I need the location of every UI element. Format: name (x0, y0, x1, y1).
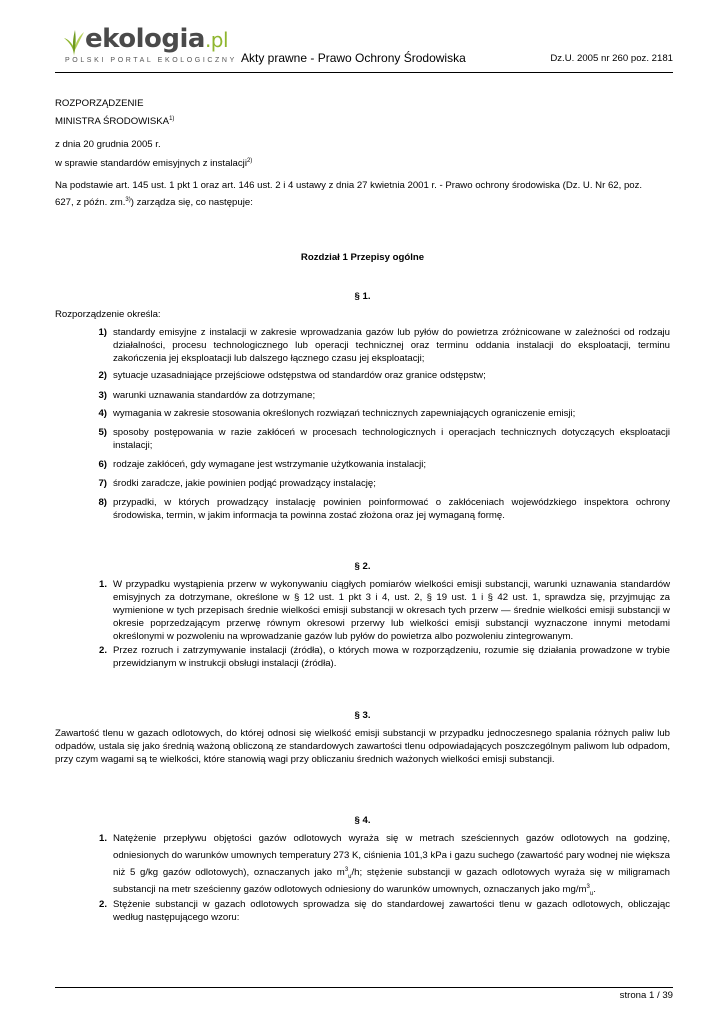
section-3-text: Zawartość tlenu w gazach odlotowych, do której odnosi się wielkość emisji substancji w przypadku jednoczesnego spalania różnych paliw lub odpadów, ustala się jako średnią ważoną obliczoną ze standardowych zawartości tlenu odpowiadających poszczególnym paliwom lub odpadom, przy czym wagami są te wielkości, które stanowią wagi przy obliczaniu średnich ważonych wielkości emisji substancji. (55, 728, 670, 765)
item-text: przypadki, w których prowadzący instalację powinien poinformować o zakłóceniach wojewódzkiego inspektora ochrony środowiska, termin, w jakim informacja ta powinna zostać złożona oraz jej wymaganą formę. (113, 497, 670, 521)
section-2-heading: § 2. (354, 561, 371, 572)
item-text: Stężenie substancji w gazach odlotowych sprowadza się do standardowej zawartości tlenu w gazach odlotowych, obliczając według następującego wzoru: (113, 899, 670, 923)
section-1-item-4 (83, 407, 670, 420)
header-divider (55, 72, 673, 73)
section-1-item-5 (83, 426, 670, 452)
footer-divider (55, 987, 673, 988)
item-number: 2. (98, 899, 107, 910)
item-number: 2) (98, 370, 107, 381)
header-reference: Dz.U. 2005 nr 260 poz. 2181 (550, 53, 673, 64)
item-number: 7) (98, 478, 107, 489)
item-number: 1. (98, 833, 107, 844)
doc-authority: MINISTRA ŚRODOWISKA$^{1)}$ (55, 115, 175, 127)
item-text: Przez rozruch i zatrzymywanie instalacji (źródła), o których mowa w rozporządzeniu, rozumie się działania prowadzone w trybie przewidzianym w instrukcji obsługi instalacji (źródła). (113, 645, 670, 669)
item-text: sytuacje uzasadniające przejściowe odstępstwa od standardów oraz granice odstępstw; (113, 370, 486, 381)
section-1-item-1 (83, 326, 670, 365)
section-1-intro: Rozporządzenie określa: (55, 309, 161, 320)
item-text: sposoby postępowania w razie zakłóceń w procesach technologicznych i operacjach technicznych dotyczących eksploatacji instalacji; (113, 427, 670, 451)
item-number: 5) (98, 427, 107, 438)
leaf-icon (63, 30, 85, 56)
item-number: 2. (98, 645, 107, 656)
item-number: 8) (98, 497, 107, 508)
header-title: Akty prawne - Prawo Ochrony Środowiska (241, 51, 466, 65)
legal-basis-line1: Na podstawie art. 145 ust. 1 pkt 1 oraz art. 146 ust. 2 i 4 ustawy z dnia 27 kwietnia 2001 r. - Prawo ochrony środowiska (Dz. U. Nr 62, poz. (55, 180, 643, 191)
item-text: warunki uznawania standardów za dotrzymane; (113, 390, 316, 401)
item-number: 4) (98, 408, 107, 419)
section-2-item-2 (83, 644, 670, 670)
item-text: standardy emisyjne z instalacji w zakresie wprowadzania gazów lub pyłów do powietrza zróżnicowane w zależności od rodzaju działalności, procesu technologicznego lub operacji technicznej oraz terminu oddania instalacji do eksploatacji, terminu zakończenia jej eksploatacji lub dalszego łącznego czasu jej eksploatacji; (113, 327, 670, 364)
item-number: 1. (98, 579, 107, 590)
item-number: 6) (98, 459, 107, 470)
page-number: strona 1 / 39 (619, 990, 673, 1001)
doc-subject: w sprawie standardów emisyjnych z instalacji$^{2)}$ (55, 157, 253, 169)
section-4-item-2 (83, 898, 670, 924)
section-1-item-3 (83, 389, 670, 402)
item-text: W przypadku wystąpienia przerw w wykonywaniu ciągłych pomiarów wielkości emisji substancji, warunki uznawania standardów emisyjnych za dotrzymane, określone w § 12 ust. 1 pkt 3 i 4, ust. 2, § 19 ust. 1 i § 42 ust. 1, sprawdza się, przyjmując za wymienione w tych przepisach średnie wielkości emisji substancji w okresach tych przerw — średnie wielkości emisji substancji w okresie poprzedzającym przerwę równym okresowi przerwy lub wielkości emisji substancji wyznaczone innymi metodami określonymi w pozwoleniu na wprowadzanie gazów lub pyłów do powietrza albo pozwoleniu zintegrowanym. (113, 579, 670, 642)
section-1-item-6 (83, 458, 670, 471)
logo-subtitle: POLSKI PORTAL EKOLOGICZNY (65, 57, 237, 64)
section-1-item-7 (83, 477, 670, 490)
item-number: 3) (98, 390, 107, 401)
item-text: środki zaradcze, jakie powinien podjąć prowadzący instalację; (113, 478, 376, 489)
item-text: rodzaje zakłóceń, gdy wymagane jest wstrzymanie użytkowania instalacji; (113, 459, 427, 470)
section-2-item-1 (83, 578, 670, 643)
logo-text: ekologia.pl (85, 24, 229, 54)
item-number: 1) (98, 327, 107, 338)
page-header (55, 20, 673, 72)
doc-date: z dnia 20 grudnia 2005 r. (55, 139, 161, 150)
legal-basis-line2: 627, z późn. zm.$^{3)}$) zarządza się, co następuje: (55, 196, 253, 208)
section-1-item-8 (83, 496, 670, 522)
doc-type: ROZPORZĄDZENIE (55, 98, 144, 109)
section-4-heading: § 4. (354, 815, 371, 826)
section-3-heading: § 3. (354, 710, 371, 721)
chapter-heading: Rozdział 1 Przepisy ogólne (300, 252, 425, 263)
item-text: Natężenie przepływu objętości gazów odlotowych wyraża się w metrach sześciennych gazów odlotowych na godzinę, odniesionych do warunków umownych temperatury 273 K, ciśnienia 101,3 kPa i gazu suchego (zawartość pary wodnej nie większa niż 5 g/kg gazów odlotowych), oznaczanych jako $m^3_u/h$; stężenie substancji w gazach odlotowych wyraża się w miligramach substancji na metr sześcienny gazów odlotowych odniesiony do warunków umownych, oznaczanych jako $mg/m^3_u$. (113, 833, 671, 897)
section-1-heading: § 1. (354, 291, 371, 302)
section-4-item-1 (83, 832, 670, 898)
item-text: wymagania w zakresie stosowania określonych rozwiązań technicznych zapewniających ograniczenie emisji; (113, 408, 576, 419)
section-1-item-2 (83, 369, 670, 382)
